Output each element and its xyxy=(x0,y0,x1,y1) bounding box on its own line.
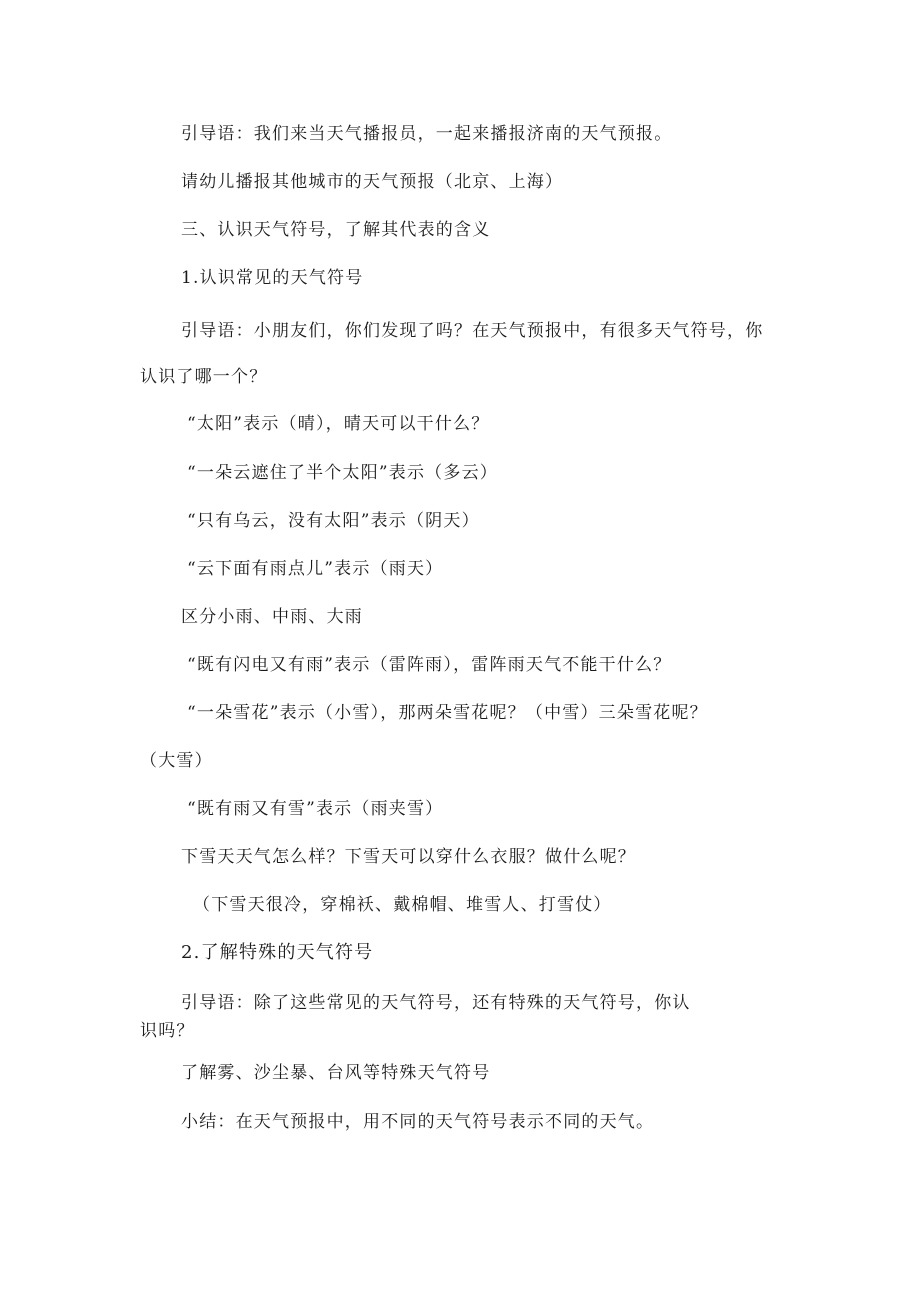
section-heading-3: 三、认识天气符号，了解其代表的含义 xyxy=(181,220,491,240)
list-item-cloudy: “一朵云遮住了半个太阳”表示（多云） xyxy=(187,463,498,483)
subsection-heading-1: 1.认识常见的天气符号 xyxy=(181,268,364,288)
paragraph-other-cities: 请幼儿播报其他城市的天气预报（北京、上海） xyxy=(181,172,564,192)
paragraph-rain-levels: 区分小雨、中雨、大雨 xyxy=(181,607,363,627)
paragraph-summary: 小结：在天气预报中，用不同的天气符号表示不同的天气。 xyxy=(181,1112,655,1132)
list-item-sun: “太阳”表示（晴），晴天可以干什么？ xyxy=(187,414,490,434)
paragraph-snow-answer: （下雪天很冷，穿棉袄、戴棉帽、堆雪人、打雪仗） xyxy=(193,895,612,915)
paragraph-snow-question: 下雪天天气怎么样？下雪天可以穿什么衣服？做什么呢？ xyxy=(181,847,636,867)
list-item-thunderstorm: “既有闪电又有雨”表示（雷阵雨），雷阵雨天气不能干什么？ xyxy=(187,655,672,675)
paragraph-intro-broadcast: 引导语：我们来当天气播报员，一起来播报济南的天气预报。 xyxy=(181,124,673,144)
list-item-snow: “一朵雪花”表示（小雪），那两朵雪花呢？（中雪）三朵雪花呢？ xyxy=(187,703,708,723)
list-item-sleet: “既有雨又有雪”表示（雨夹雪） xyxy=(187,799,444,819)
list-item-rain: “云下面有雨点儿”表示（雨天） xyxy=(187,559,444,579)
paragraph-intro-symbols-cont: 认识了哪一个？ xyxy=(140,367,268,387)
paragraph-intro-symbols: 引导语：小朋友们，你们发现了吗？在天气预报中，有很多天气符号，你 xyxy=(181,321,764,341)
paragraph-intro-special-cont: 识吗？ xyxy=(140,1021,195,1041)
paragraph-special-symbols: 了解雾、沙尘暴、台风等特殊天气符号 xyxy=(181,1063,491,1083)
list-item-snow-cont: （大雪） xyxy=(140,751,213,771)
subsection-heading-2: 2.了解特殊的天气符号 xyxy=(181,942,374,963)
list-item-overcast: “只有乌云，没有太阳”表示（阴天） xyxy=(187,511,480,531)
paragraph-intro-special: 引导语：除了这些常见的天气符号，还有特殊的天气符号，你认 xyxy=(181,993,691,1013)
